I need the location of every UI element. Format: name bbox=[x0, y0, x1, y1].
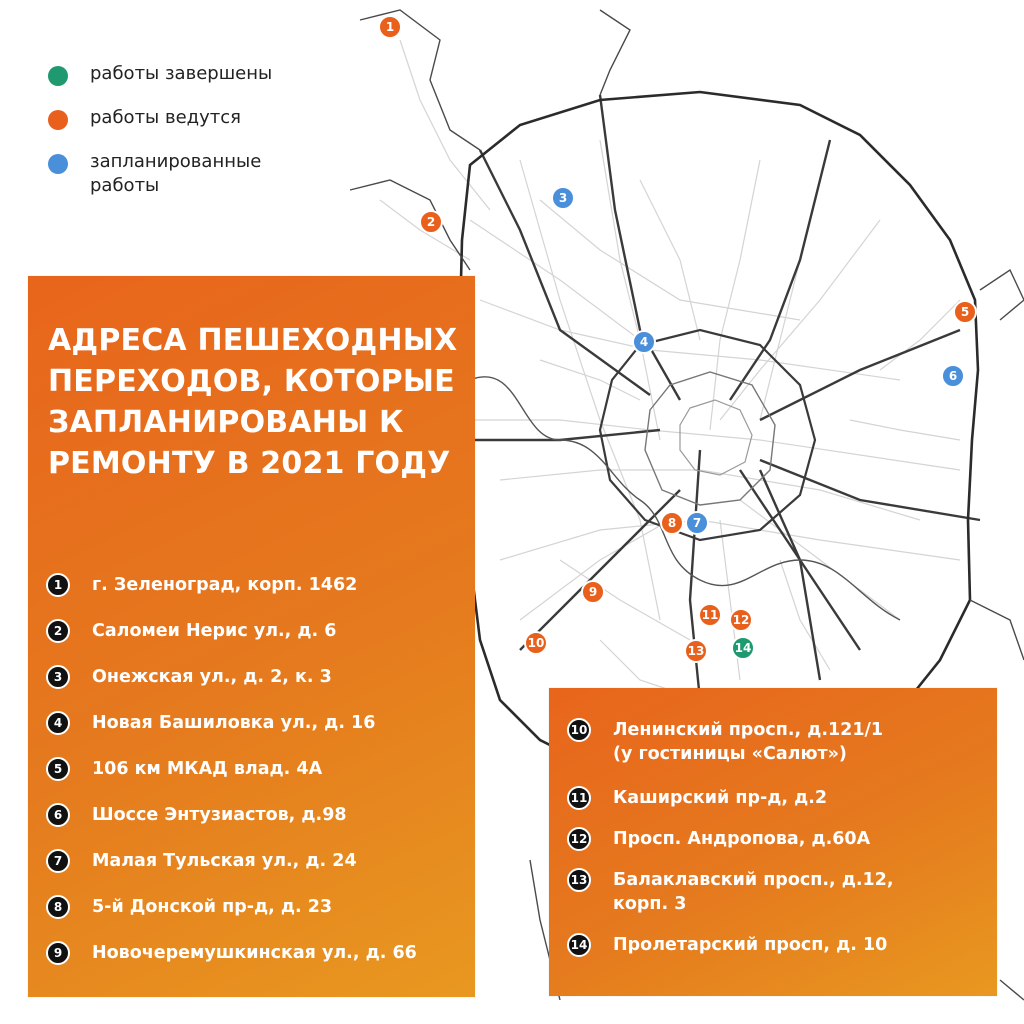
address-list-left bbox=[46, 573, 417, 987]
map-marker-9[interactable]: 9 bbox=[581, 580, 605, 604]
map-marker-8[interactable]: 8 bbox=[660, 511, 684, 535]
map-marker-1[interactable]: 1 bbox=[378, 15, 402, 39]
legend bbox=[48, 62, 300, 218]
map-marker-4[interactable]: 4 bbox=[632, 330, 656, 354]
address-number-badge: 9 bbox=[46, 941, 70, 965]
map-major-roads bbox=[470, 95, 980, 700]
map-marker-6[interactable]: 6 bbox=[941, 364, 965, 388]
legend-item-planned bbox=[48, 150, 300, 198]
legend-label: работы завершены bbox=[90, 63, 273, 84]
address-text: Просп. Андропова, д.60А bbox=[613, 829, 871, 849]
address-text: Шоссе Энтузиастов, д.98 bbox=[92, 805, 347, 825]
address-list-right bbox=[567, 718, 894, 957]
address-number-badge: 12 bbox=[567, 827, 591, 851]
map-marker-13[interactable]: 13 bbox=[684, 639, 708, 663]
addresses-panel-right bbox=[549, 688, 997, 996]
address-text: Саломеи Нерис ул., д. 6 bbox=[92, 621, 337, 641]
address-item bbox=[46, 895, 417, 941]
address-text: Балаклавский просп., д.12, корп. 3 bbox=[613, 870, 894, 914]
address-item bbox=[46, 711, 417, 757]
address-text: Онежская ул., д. 2, к. 3 bbox=[92, 667, 332, 687]
status-dot-icon bbox=[48, 66, 68, 86]
status-dot-icon bbox=[48, 154, 68, 174]
address-number-badge: 8 bbox=[46, 895, 70, 919]
address-number-badge: 14 bbox=[567, 933, 591, 957]
map-marker-12[interactable]: 12 bbox=[729, 608, 753, 632]
address-number-badge: 6 bbox=[46, 803, 70, 827]
boulevard-ring bbox=[680, 400, 752, 475]
address-number-badge: 2 bbox=[46, 619, 70, 643]
address-number-badge: 1 bbox=[46, 573, 70, 597]
legend-label: работы ведутся bbox=[90, 107, 241, 128]
map-marker-11[interactable]: 11 bbox=[698, 603, 722, 627]
address-text: г. Зеленоград, корп. 1462 bbox=[92, 575, 358, 595]
address-item bbox=[46, 803, 417, 849]
address-item bbox=[46, 849, 417, 895]
address-item bbox=[567, 933, 894, 957]
address-item bbox=[46, 665, 417, 711]
address-text: 5-й Донской пр-д, д. 23 bbox=[92, 897, 333, 917]
address-item bbox=[567, 718, 894, 766]
map-marker-14[interactable]: 14 bbox=[731, 636, 755, 660]
garden-ring bbox=[645, 372, 775, 505]
address-text: Новая Башиловка ул., д. 16 bbox=[92, 713, 376, 733]
address-number-badge: 4 bbox=[46, 711, 70, 735]
address-item bbox=[46, 619, 417, 665]
address-text: Пролетарский просп, д. 10 bbox=[613, 935, 888, 955]
address-number-badge: 11 bbox=[567, 786, 591, 810]
address-text: Новочеремушкинская ул., д. 66 bbox=[92, 943, 417, 963]
map-marker-7[interactable]: 7 bbox=[685, 511, 709, 535]
legend-item-in-progress bbox=[48, 106, 300, 130]
map-marker-3[interactable]: 3 bbox=[551, 186, 575, 210]
address-item bbox=[567, 868, 894, 916]
address-item bbox=[46, 573, 417, 619]
address-number-badge: 7 bbox=[46, 849, 70, 873]
address-number-badge: 3 bbox=[46, 665, 70, 689]
legend-item-completed bbox=[48, 62, 300, 86]
address-number-badge: 10 bbox=[567, 718, 591, 742]
map-marker-10[interactable]: 10 bbox=[524, 631, 548, 655]
address-number-badge: 13 bbox=[567, 868, 591, 892]
address-item bbox=[46, 941, 417, 987]
address-item bbox=[567, 786, 894, 810]
address-text: Каширский пр-д, д.2 bbox=[613, 788, 828, 808]
map-marker-2[interactable]: 2 bbox=[419, 210, 443, 234]
address-number-badge: 5 bbox=[46, 757, 70, 781]
address-item bbox=[567, 827, 894, 851]
address-text: Ленинский просп., д.121/1 (у гостиницы «Салют») bbox=[613, 720, 884, 764]
legend-label: запланированные работы bbox=[90, 151, 262, 196]
map-marker-5[interactable]: 5 bbox=[953, 300, 977, 324]
status-dot-icon bbox=[48, 110, 68, 130]
address-item bbox=[46, 757, 417, 803]
address-text: 106 км МКАД влад. 4А bbox=[92, 759, 323, 779]
address-text: Малая Тульская ул., д. 24 bbox=[92, 851, 357, 871]
panel-title: АДРЕСА ПЕШЕХОДНЫХ ПЕРЕХОДОВ, КОТОРЫЕ ЗАПЛАНИРОВАНЫ К РЕМОНТУ В 2021 ГОДУ bbox=[48, 323, 458, 481]
addresses-panel-left bbox=[28, 276, 475, 997]
